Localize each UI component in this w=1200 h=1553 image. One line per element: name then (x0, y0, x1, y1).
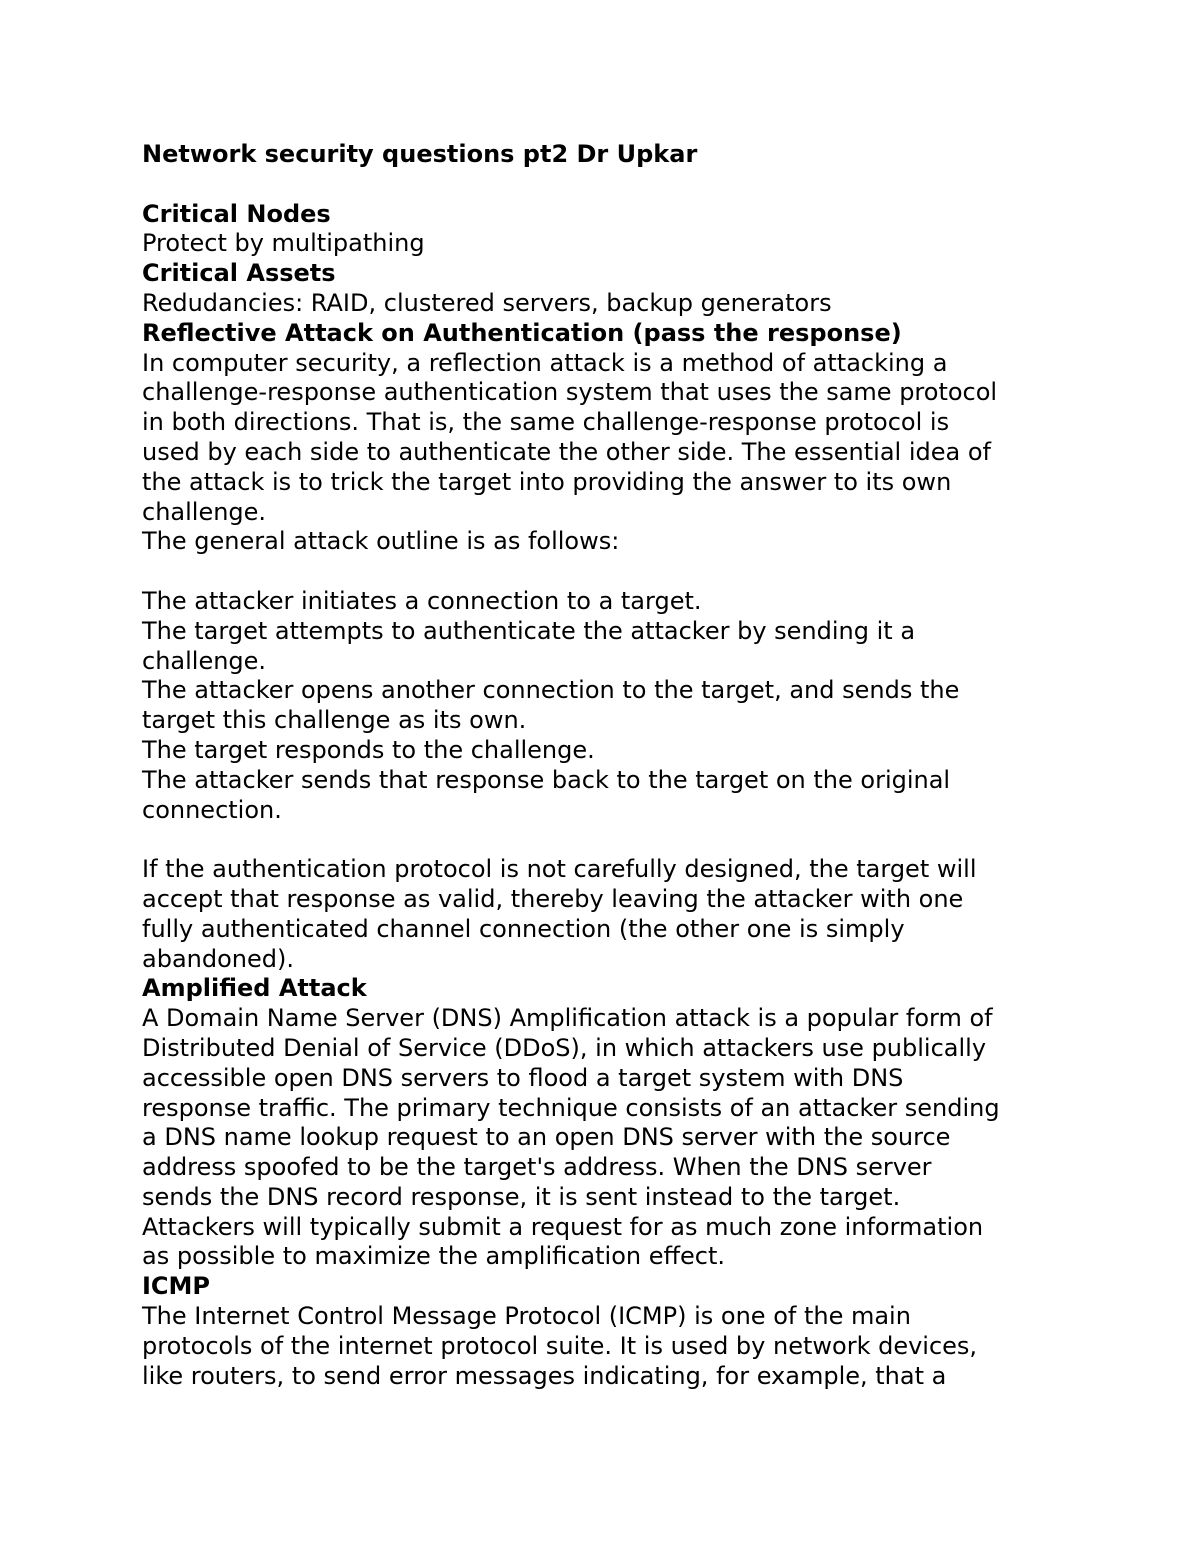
text-line: as possible to maximize the amplification effect. (142, 1242, 726, 1271)
text-line: the attack is to trick the target into providing the answer to its own (142, 467, 952, 496)
spacer (142, 170, 1072, 200)
step-line: challenge. (142, 646, 267, 675)
text-line: Redudancies: RAID, clustered servers, backup generators (142, 288, 832, 317)
text-line: Attackers will typically submit a request for as much zone information (142, 1212, 984, 1241)
text-line: Distributed Denial of Service (DDoS), in which attackers use publically (142, 1033, 987, 1062)
document-page (142, 140, 1072, 1391)
step-line: The attacker sends that response back to the target on the original (142, 765, 951, 794)
text-line: The Internet Control Message Protocol (ICMP) is one of the main (142, 1302, 911, 1331)
spacer (142, 825, 1072, 855)
text-line: response traffic. The primary technique consists of an attacker sending (142, 1093, 1000, 1122)
text-line: The general attack outline is as follows: (142, 527, 620, 556)
text-line: Protect by multipathing (142, 229, 425, 258)
heading-critical-assets: Critical Assets (142, 259, 336, 288)
text-line: address spoofed to be the target's address. When the DNS server (142, 1153, 932, 1182)
step-line: target this challenge as its own. (142, 706, 527, 735)
heading-icmp: ICMP (142, 1272, 211, 1301)
heading-amplified-attack: Amplified Attack (142, 974, 367, 1003)
text-line: protocols of the internet protocol suite. It is used by network devices, (142, 1331, 978, 1360)
text-line: In computer security, a reflection attack is a method of attacking a (142, 348, 948, 377)
text-line: accept that response as valid, thereby leaving the attacker with one (142, 884, 964, 913)
step-line: connection. (142, 795, 282, 824)
text-line: If the authentication protocol is not carefully designed, the target will (142, 855, 977, 884)
text-line: used by each side to authenticate the other side. The essential idea of (142, 437, 991, 466)
text-line: in both directions. That is, the same challenge-response protocol is (142, 408, 950, 437)
text-line: fully authenticated channel connection (the other one is simply (142, 914, 905, 943)
step-line: The target responds to the challenge. (142, 735, 595, 764)
text-line: a DNS name lookup request to an open DNS server with the source (142, 1123, 951, 1152)
text-line: challenge. (142, 497, 267, 526)
text-line: accessible open DNS servers to flood a target system with DNS (142, 1063, 904, 1092)
step-line: The attacker initiates a connection to a target. (142, 586, 702, 615)
text-line: abandoned). (142, 944, 294, 973)
heading-reflective-attack: Reflective Attack on Authentication (pass the response) (142, 318, 902, 347)
step-line: The target attempts to authenticate the attacker by sending it a (142, 616, 916, 645)
text-line: sends the DNS record response, it is sent instead to the target. (142, 1182, 901, 1211)
text-line: challenge-response authentication system that uses the same protocol (142, 378, 998, 407)
heading-critical-nodes: Critical Nodes (142, 199, 331, 228)
text-line: A Domain Name Server (DNS) Amplification attack is a popular form of (142, 1004, 993, 1033)
spacer (142, 557, 1072, 587)
text-line: like routers, to send error messages indicating, for example, that a (142, 1361, 947, 1390)
document-title: Network security questions pt2 Dr Upkar (142, 140, 698, 168)
step-line: The attacker opens another connection to the target, and sends the (142, 676, 960, 705)
